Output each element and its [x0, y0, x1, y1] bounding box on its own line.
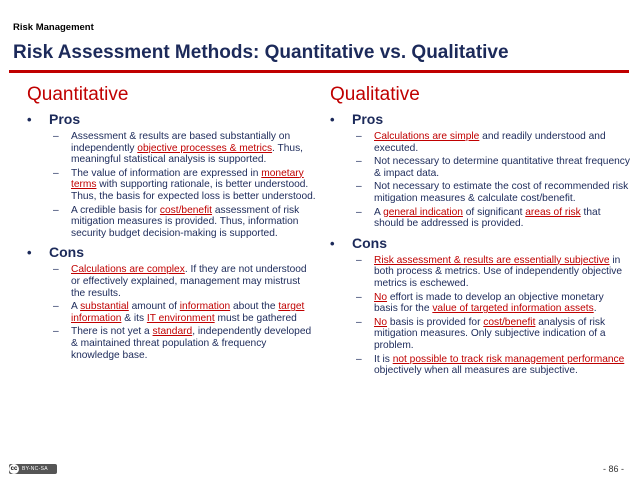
- list-item: [53, 168, 317, 203]
- item-list: [356, 131, 630, 230]
- slide-kicker: Risk Management: [13, 22, 94, 33]
- list-item: [53, 131, 317, 166]
- list-item: [356, 181, 630, 204]
- dash-bullet: –: [53, 131, 59, 142]
- item-text: analysis of risk mitigation measures. Only subjective indication of a problem.: [374, 316, 606, 351]
- section-pros: [27, 111, 317, 239]
- dash-bullet: –: [356, 131, 362, 142]
- item-list: [356, 255, 630, 377]
- dash-bullet: –: [53, 301, 59, 313]
- highlighted-term: Calculations are complex: [71, 264, 185, 276]
- highlighted-term: IT environment: [146, 312, 215, 324]
- dash-bullet: –: [356, 291, 362, 303]
- highlighted-term: general indication: [383, 206, 463, 218]
- slide-title: Risk Assessment Methods: Quantitative vs. Qualitative: [13, 42, 509, 63]
- list-item: [53, 301, 317, 324]
- highlighted-term: not possible to track risk management performance: [392, 353, 625, 365]
- item-text: Assessment & results are based substantially on independently: [71, 131, 291, 154]
- list-item: [356, 156, 630, 179]
- dash-bullet: –: [356, 316, 362, 328]
- item-text: There is not yet a: [71, 326, 153, 338]
- list-item: [53, 264, 317, 299]
- bullet-icon: •: [27, 245, 32, 261]
- item-list: [53, 264, 317, 361]
- dash-bullet: –: [356, 181, 362, 193]
- highlighted-term: value of targeted information assets: [432, 303, 594, 315]
- section-title: Pros: [352, 111, 384, 127]
- bullet-icon: •: [330, 112, 335, 127]
- highlighted-term: Risk assessment & results are essentially subjective: [374, 254, 610, 266]
- section-heading: [27, 244, 317, 261]
- highlighted-term: monetary terms: [71, 167, 304, 191]
- item-text: objectively when all measures are subjective.: [374, 365, 578, 377]
- highlighted-term: areas of risk: [525, 206, 581, 218]
- item-text: in both process & metrics. Use of independently objective metrics is eschewed.: [374, 254, 623, 289]
- dash-bullet: –: [53, 264, 59, 276]
- dash-bullet: –: [356, 156, 362, 168]
- item-text: effort is made to develop an objective monetary basis for the: [374, 291, 604, 315]
- bullet-icon: •: [330, 235, 335, 251]
- list-item: [53, 205, 317, 240]
- dash-bullet: –: [356, 206, 362, 218]
- item-text: that should be addressed is provided.: [374, 206, 601, 230]
- item-text: & its: [121, 312, 147, 324]
- highlighted-term: No: [374, 291, 388, 303]
- item-text: Not necessary to estimate the cost of recommended risk mitigation measures & calculate cost/benefit.: [374, 181, 629, 204]
- section-heading: [330, 235, 630, 252]
- item-text: Not necessary to determine quantitative threat frequency & impact data.: [374, 156, 630, 179]
- bullet-icon: •: [27, 112, 32, 127]
- column-heading: Quantitative: [27, 84, 129, 105]
- cc-icon: cc: [10, 466, 18, 472]
- list-item: [356, 255, 630, 290]
- item-text: The value of information are expressed in: [71, 167, 262, 179]
- list-item: [356, 317, 630, 352]
- item-text: . If they are not understood or effectively explained, management may mistrust the results.: [71, 264, 307, 299]
- item-text: .: [593, 303, 597, 315]
- highlighted-term: information: [179, 301, 231, 313]
- highlighted-term: standard: [152, 326, 193, 338]
- column-quantitative: [27, 84, 317, 366]
- item-text: A credible basis for: [71, 204, 160, 216]
- highlighted-term: cost/benefit: [159, 204, 213, 216]
- section-title: Pros: [49, 111, 81, 127]
- highlighted-term: target information: [71, 301, 305, 324]
- item-text: with supporting rationale, is better understood. Thus, the basis for expected loss is better understood.: [71, 179, 316, 202]
- highlighted-term: objective processes & metrics: [137, 142, 273, 154]
- section-title: Cons: [352, 234, 387, 251]
- item-list: [53, 131, 317, 239]
- item-text: . Thus, meaningful statistical analysis is supported.: [71, 142, 304, 166]
- section-title: Cons: [49, 244, 84, 261]
- section-heading: [330, 111, 630, 128]
- page-number: - 86 -: [602, 464, 624, 474]
- item-text: about the: [230, 301, 279, 313]
- dash-bullet: –: [356, 254, 362, 266]
- section-heading: [27, 111, 317, 128]
- dash-bullet: –: [53, 204, 59, 216]
- item-text: A: [374, 206, 384, 218]
- section-cons: [330, 235, 630, 377]
- license-label: BY-NC-SA: [22, 466, 48, 472]
- dash-bullet: –: [53, 167, 59, 179]
- item-text: amount of: [128, 301, 180, 313]
- item-text: and readily understood and executed.: [374, 131, 606, 154]
- list-item: [356, 131, 630, 154]
- section-cons: [27, 244, 317, 361]
- title-divider: [9, 70, 629, 73]
- highlighted-term: substantial: [80, 301, 129, 313]
- dash-bullet: –: [356, 353, 362, 365]
- item-text: of significant: [462, 206, 526, 218]
- section-pros: [330, 111, 630, 230]
- list-item: [356, 292, 630, 315]
- item-text: basis is provided for: [387, 316, 484, 328]
- column-qualitative: [330, 84, 630, 382]
- list-item: [53, 326, 317, 361]
- item-text: must be gathered: [214, 312, 297, 324]
- item-text: , independently developed & maintained threat population & frequency knowledge base.: [71, 326, 312, 361]
- cc-license-badge: [9, 464, 57, 474]
- highlighted-term: Calculations are simple: [374, 131, 480, 142]
- list-item: [356, 207, 630, 230]
- item-text: It is: [374, 353, 393, 365]
- dash-bullet: –: [53, 326, 59, 338]
- highlighted-term: cost/benefit: [483, 316, 536, 328]
- list-item: [356, 354, 630, 377]
- column-heading: Qualitative: [330, 84, 420, 105]
- highlighted-term: No: [374, 316, 388, 328]
- item-text: A: [71, 301, 81, 313]
- item-text: assessment of risk mitigation measures is provided. Thus, information security budget decision-making is supported.: [71, 204, 300, 239]
